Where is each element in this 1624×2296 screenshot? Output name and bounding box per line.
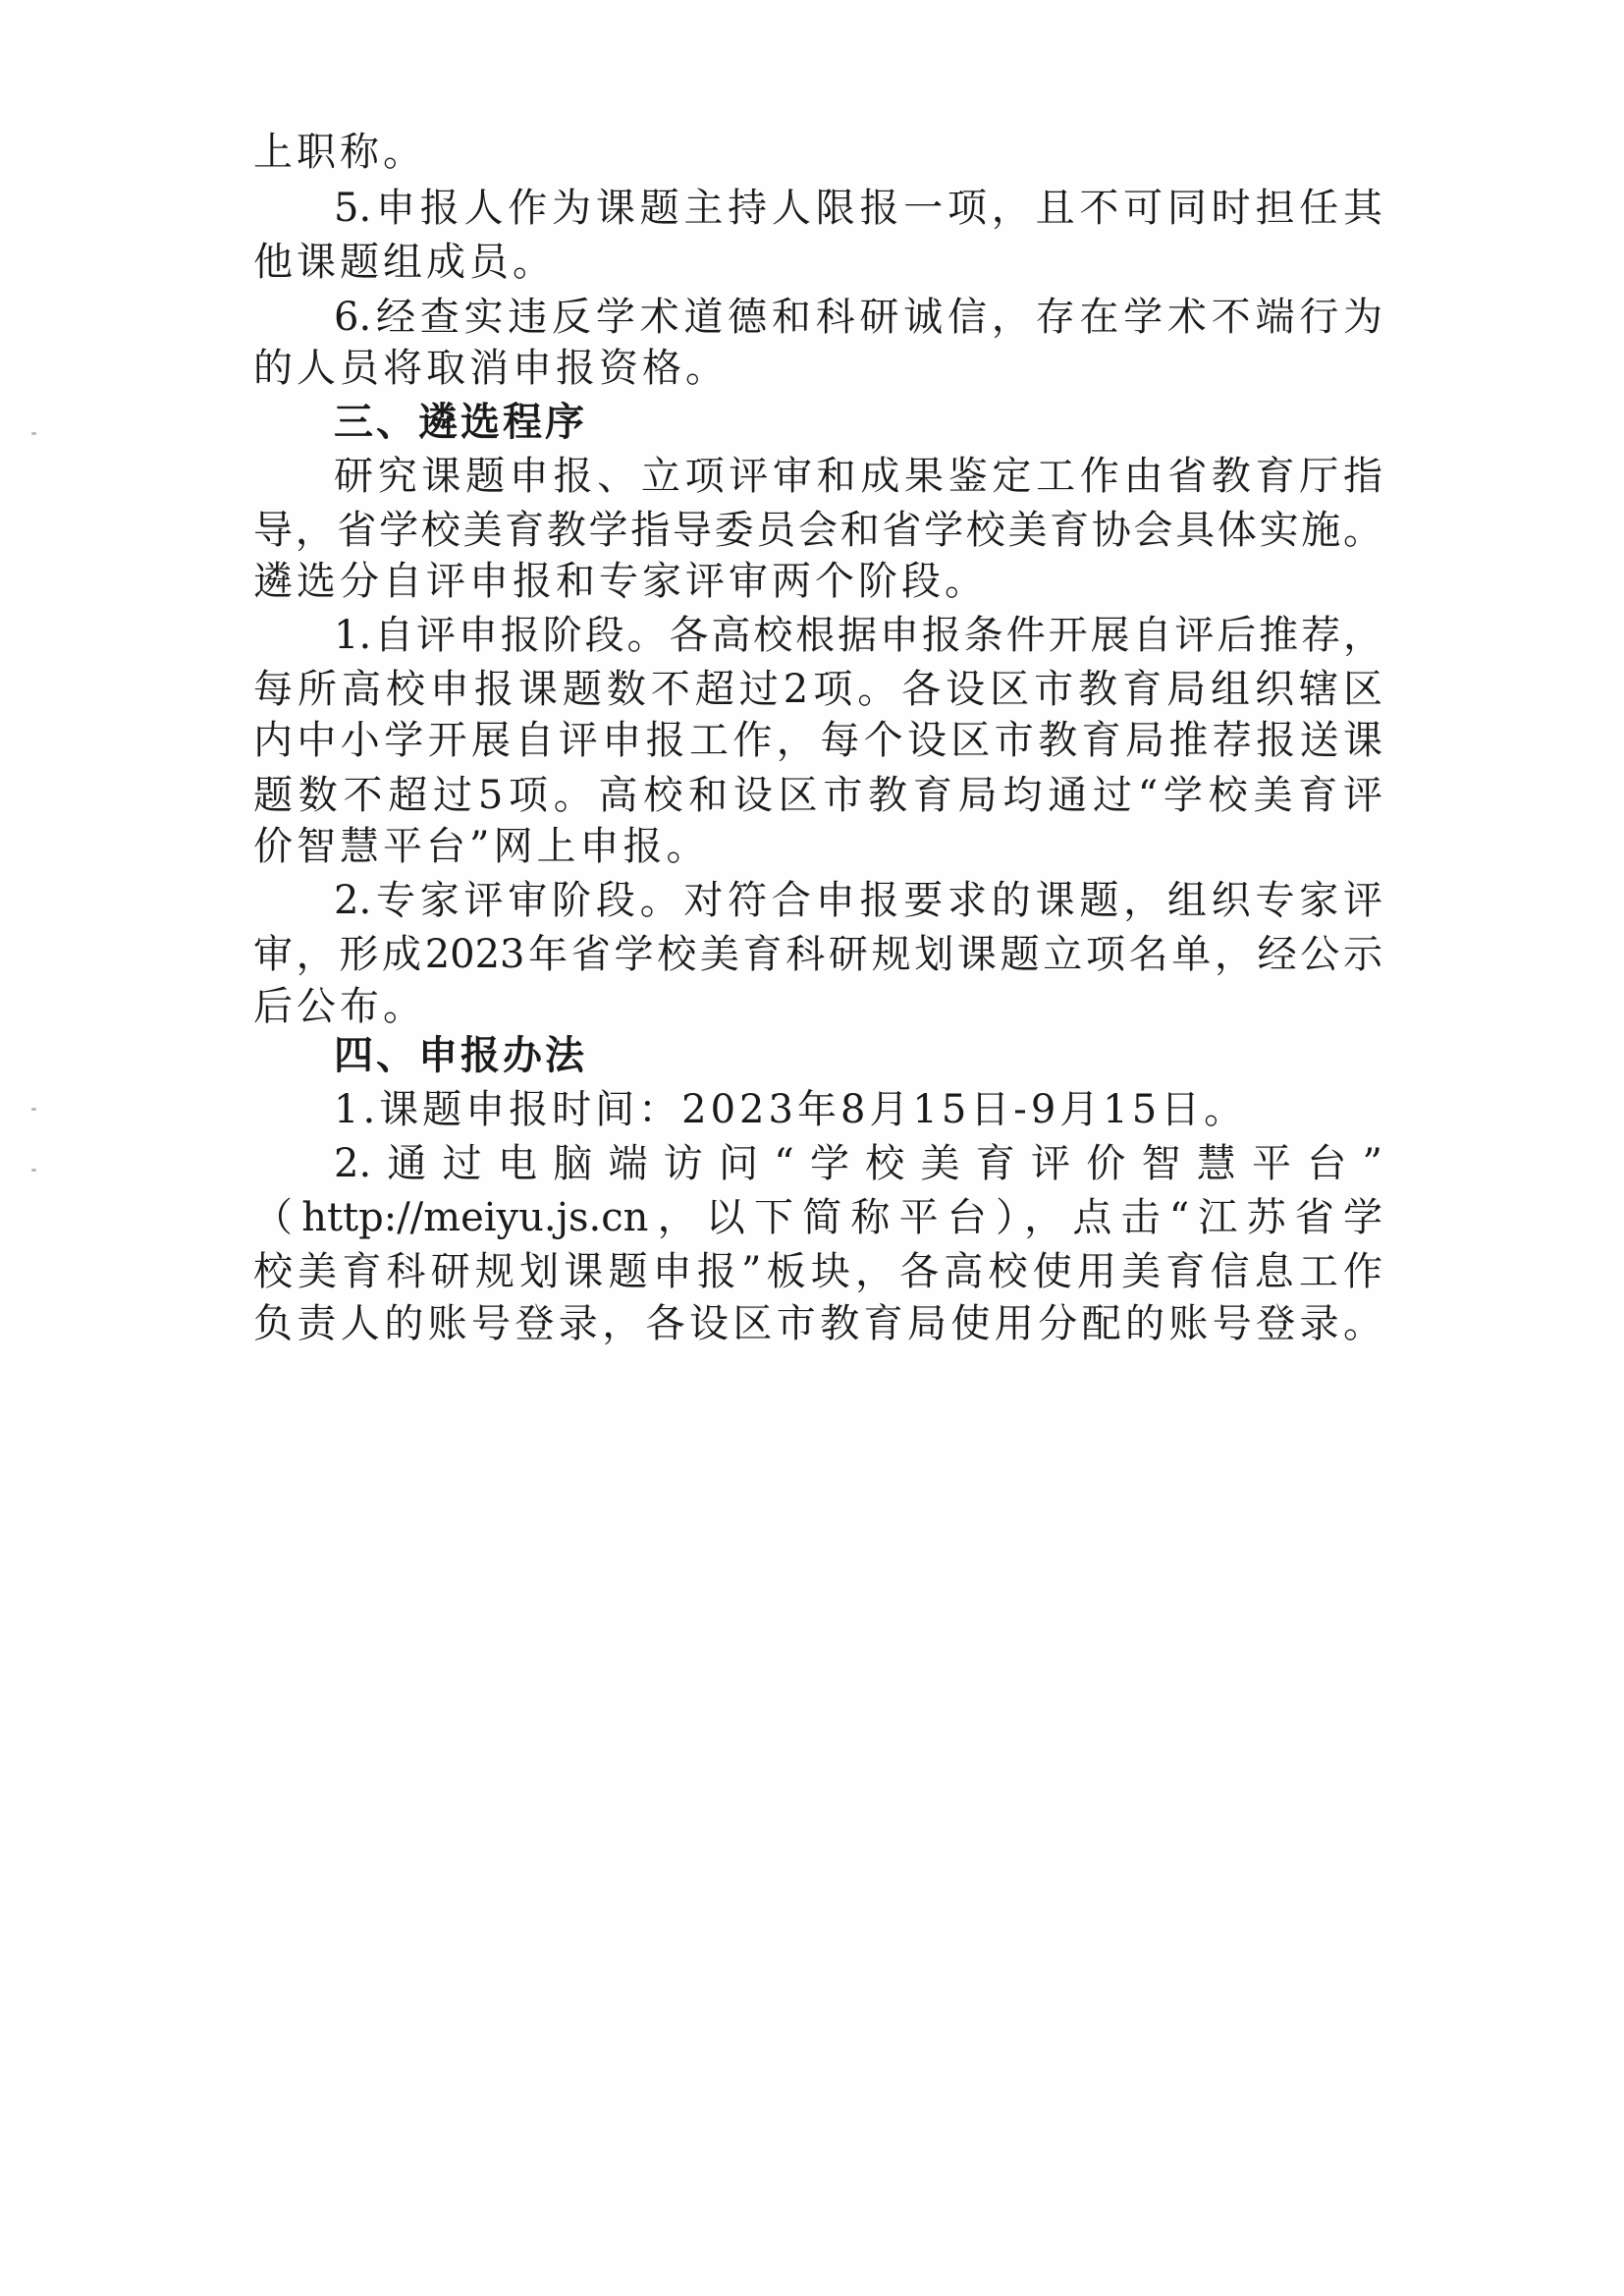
paragraph-line: 后公布。 — [253, 984, 426, 1029]
section-heading: 三、遴选程序 — [334, 400, 587, 445]
paragraph-line: 研究课题申报、立项评审和成果鉴定工作由省教育厅指 — [334, 454, 1382, 499]
paragraph-line: 负责人的账号登录，各设区市教育局使用分配的账号登录。 — [253, 1301, 1382, 1346]
paragraph-line: 题数不超过5项。高校和设区市教育局均通过“学校美育评 — [253, 773, 1382, 818]
scan-speck — [31, 432, 36, 435]
paragraph-line: 2.专家评审阶段。对符合申报要求的课题，组织专家评 — [334, 878, 1382, 923]
paragraph-line: 审，形成2023年省学校美育科研规划课题立项名单，经公示 — [253, 932, 1382, 977]
paragraph-line: 校美育科研规划课题申报”板块，各高校使用美育信息工作 — [253, 1249, 1382, 1294]
paragraph-line: 5.申报人作为课题主持人限报一项，且不可同时担任其 — [334, 186, 1382, 231]
paragraph-line: 1.课题申报时间：2023年8月15日-9月15日。 — [334, 1087, 1248, 1132]
paragraph-line: 6.经查实违反学术道德和科研诚信，存在学术不端行为 — [334, 295, 1382, 340]
paragraph-line: （http://meiyu.js.cn，以下简称平台），点击“江苏省学 — [253, 1195, 1382, 1240]
paragraph-line: 他课题组成员。 — [253, 240, 556, 285]
scan-speck — [31, 1169, 36, 1172]
paragraph-line: 上职称。 — [253, 130, 426, 175]
paragraph-line: 2.通过电脑端访问“学校美育评价智慧平台” — [334, 1141, 1382, 1186]
paragraph-line: 内中小学开展自评申报工作，每个设区市教育局推荐报送课 — [253, 718, 1382, 763]
paragraph-line: 每所高校申报课题数不超过2项。各设区市教育局组织辖区 — [253, 667, 1382, 712]
paragraph-line: 价智慧平台”网上申报。 — [253, 824, 710, 869]
paragraph-line: 1.自评申报阶段。各高校根据申报条件开展自评后推荐， — [334, 613, 1382, 658]
paragraph-line: 导，省学校美育教学指导委员会和省学校美育协会具体实施。 — [253, 508, 1382, 553]
scan-speck — [31, 1108, 36, 1111]
paragraph-line: 遴选分自评申报和专家评审两个阶段。 — [253, 559, 988, 604]
section-heading: 四、申报办法 — [334, 1033, 587, 1078]
paragraph-line: 的人员将取消申报资格。 — [253, 346, 729, 391]
